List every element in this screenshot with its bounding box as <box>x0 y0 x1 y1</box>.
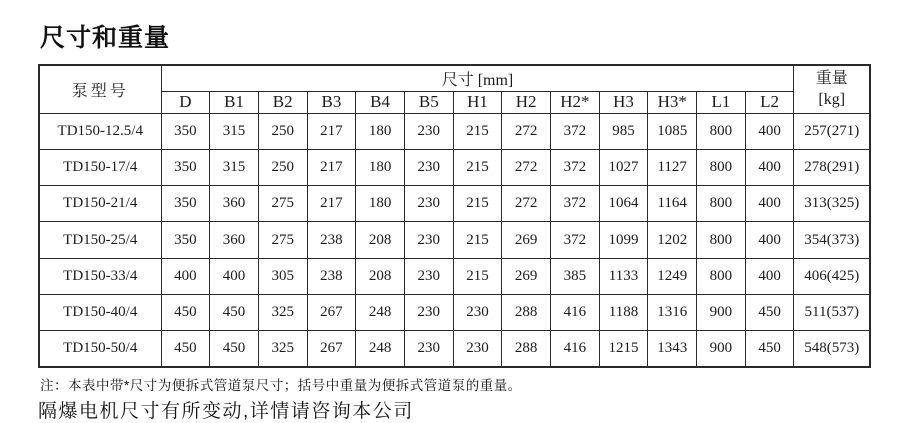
dimension-value-cell: 315 <box>210 149 259 185</box>
dimension-value-cell: 230 <box>404 222 453 258</box>
dimension-value-cell: 350 <box>161 149 210 185</box>
pump-model-cell: TD150-17/4 <box>39 149 161 185</box>
dimension-value-cell: 450 <box>161 331 210 367</box>
dimension-value-cell: 800 <box>697 149 746 185</box>
dimension-value-cell: 900 <box>697 331 746 367</box>
dimension-value-cell: 217 <box>307 113 356 149</box>
dimension-value-cell: 372 <box>551 113 600 149</box>
dimension-value-cell: 288 <box>502 331 551 367</box>
dimension-value-cell: 230 <box>404 186 453 222</box>
table-row <box>39 149 870 185</box>
weight-value-cell: 548(573) <box>794 331 870 367</box>
dimension-column-header: B4 <box>356 91 405 113</box>
dimension-value-cell: 230 <box>404 294 453 330</box>
dimension-value-cell: 230 <box>404 331 453 367</box>
dimension-value-cell: 238 <box>307 258 356 294</box>
footnote-asterisk-explanation: 注：本表中带*尺寸为便拆式管道泵尺寸；括号中重量为便拆式管道泵的重量。 <box>40 378 522 393</box>
dimension-value-cell: 215 <box>453 186 502 222</box>
dimension-value-cell: 400 <box>745 258 794 294</box>
page-title: 尺寸和重量 <box>40 24 171 52</box>
dimension-value-cell: 416 <box>551 331 600 367</box>
dimension-column-header: H2* <box>551 91 600 113</box>
dimension-value-cell: 248 <box>356 294 405 330</box>
dimension-column-header: L1 <box>697 91 746 113</box>
dimension-value-cell: 215 <box>453 222 502 258</box>
dimension-value-cell: 372 <box>551 186 600 222</box>
dimension-value-cell: 215 <box>453 113 502 149</box>
pump-model-cell: TD150-33/4 <box>39 258 161 294</box>
dimension-value-cell: 450 <box>161 294 210 330</box>
dimension-column-header: H2 <box>502 91 551 113</box>
dimension-column-header: H1 <box>453 91 502 113</box>
table-row <box>39 222 870 258</box>
dimension-value-cell: 1316 <box>648 294 697 330</box>
dimension-value-cell: 800 <box>697 113 746 149</box>
dimension-value-cell: 272 <box>502 113 551 149</box>
dimension-value-cell: 1085 <box>648 113 697 149</box>
dimension-value-cell: 800 <box>697 222 746 258</box>
dimension-value-cell: 1202 <box>648 222 697 258</box>
weight-header-line1: 重量 <box>815 69 848 87</box>
dimension-value-cell: 1164 <box>648 186 697 222</box>
dimension-column-header: B3 <box>307 91 356 113</box>
dimension-column-header: D <box>161 91 210 113</box>
header-row-group <box>39 65 870 91</box>
dimension-column-header: B1 <box>210 91 259 113</box>
dimension-value-cell: 230 <box>404 149 453 185</box>
dimension-value-cell: 230 <box>453 331 502 367</box>
dimension-value-cell: 267 <box>307 294 356 330</box>
dimension-value-cell: 275 <box>258 222 307 258</box>
dimension-value-cell: 450 <box>745 294 794 330</box>
dimension-value-cell: 400 <box>745 149 794 185</box>
dimension-value-cell: 1215 <box>599 331 648 367</box>
dimension-value-cell: 350 <box>161 186 210 222</box>
dimension-value-cell: 305 <box>258 258 307 294</box>
dimension-value-cell: 400 <box>210 258 259 294</box>
dimension-value-cell: 1027 <box>599 149 648 185</box>
weight-header-line2: [kg] <box>818 91 846 109</box>
dimension-value-cell: 372 <box>551 222 600 258</box>
dimension-value-cell: 272 <box>502 186 551 222</box>
dimension-column-header: H3* <box>648 91 697 113</box>
pump-model-cell: TD150-40/4 <box>39 294 161 330</box>
dimension-value-cell: 208 <box>356 258 405 294</box>
dimension-value-cell: 800 <box>697 258 746 294</box>
dimension-value-cell: 269 <box>502 258 551 294</box>
dimension-value-cell: 269 <box>502 222 551 258</box>
dimension-value-cell: 450 <box>210 331 259 367</box>
table-header <box>39 65 870 113</box>
dimension-column-header: B5 <box>404 91 453 113</box>
dimension-column-header: B2 <box>258 91 307 113</box>
dimension-value-cell: 1099 <box>599 222 648 258</box>
dimension-value-cell: 400 <box>161 258 210 294</box>
weight-value-cell: 278(291) <box>794 149 870 185</box>
dimension-value-cell: 400 <box>745 186 794 222</box>
weight-header <box>794 65 870 113</box>
dimension-value-cell: 1127 <box>648 149 697 185</box>
header-row-dimension-columns <box>39 91 870 113</box>
dimension-column-header: H3 <box>599 91 648 113</box>
dimension-value-cell: 230 <box>453 294 502 330</box>
dimension-value-cell: 217 <box>307 149 356 185</box>
dimension-value-cell: 230 <box>404 258 453 294</box>
dimension-value-cell: 360 <box>210 186 259 222</box>
weight-value-cell: 257(271) <box>794 113 870 149</box>
dimension-value-cell: 450 <box>210 294 259 330</box>
pump-model-cell: TD150-12.5/4 <box>39 113 161 149</box>
dimension-value-cell: 360 <box>210 222 259 258</box>
dimension-value-cell: 215 <box>453 149 502 185</box>
weight-value-cell: 511(537) <box>794 294 870 330</box>
dimension-value-cell: 416 <box>551 294 600 330</box>
pump-model-cell: TD150-25/4 <box>39 222 161 258</box>
dimension-value-cell: 180 <box>356 186 405 222</box>
dimension-value-cell: 1343 <box>648 331 697 367</box>
dimension-value-cell: 217 <box>307 186 356 222</box>
dimension-value-cell: 385 <box>551 258 600 294</box>
dimension-value-cell: 900 <box>697 294 746 330</box>
pump-model-cell: TD150-50/4 <box>39 331 161 367</box>
dimension-value-cell: 315 <box>210 113 259 149</box>
dimension-value-cell: 400 <box>745 113 794 149</box>
dimension-value-cell: 325 <box>258 294 307 330</box>
footnote-motor-notice: 隔爆电机尺寸有所变动,详情请咨询本公司 <box>38 401 414 422</box>
dimension-value-cell: 800 <box>697 186 746 222</box>
dimension-value-cell: 400 <box>745 222 794 258</box>
dimension-value-cell: 985 <box>599 113 648 149</box>
weight-value-cell: 406(425) <box>794 258 870 294</box>
table-row <box>39 294 870 330</box>
dimensions-group-header: 尺寸 [mm] <box>161 65 794 91</box>
dimension-value-cell: 272 <box>502 149 551 185</box>
weight-value-cell: 313(325) <box>794 186 870 222</box>
dimension-column-header: L2 <box>745 91 794 113</box>
dimension-value-cell: 325 <box>258 331 307 367</box>
dimension-value-cell: 230 <box>404 113 453 149</box>
dimension-value-cell: 1249 <box>648 258 697 294</box>
dimension-value-cell: 180 <box>356 113 405 149</box>
dimension-value-cell: 1188 <box>599 294 648 330</box>
dimension-value-cell: 248 <box>356 331 405 367</box>
dimension-value-cell: 275 <box>258 186 307 222</box>
pump-model-cell: TD150-21/4 <box>39 186 161 222</box>
dimension-value-cell: 215 <box>453 258 502 294</box>
weight-value-cell: 354(373) <box>794 222 870 258</box>
dimension-value-cell: 1064 <box>599 186 648 222</box>
table-body <box>39 113 870 367</box>
dimension-value-cell: 180 <box>356 149 405 185</box>
dimension-value-cell: 238 <box>307 222 356 258</box>
table-row <box>39 113 870 149</box>
dimension-value-cell: 250 <box>258 149 307 185</box>
dimension-value-cell: 350 <box>161 222 210 258</box>
dimension-value-cell: 250 <box>258 113 307 149</box>
table-row <box>39 258 870 294</box>
dimension-value-cell: 208 <box>356 222 405 258</box>
dimension-value-cell: 288 <box>502 294 551 330</box>
dimension-value-cell: 372 <box>551 149 600 185</box>
dimension-value-cell: 1133 <box>599 258 648 294</box>
dimensions-weight-table <box>38 64 871 368</box>
table-row <box>39 186 870 222</box>
table-row <box>39 331 870 367</box>
dimension-value-cell: 450 <box>745 331 794 367</box>
pump-model-header: 泵型号 <box>39 65 161 113</box>
dimension-value-cell: 267 <box>307 331 356 367</box>
dimension-value-cell: 350 <box>161 113 210 149</box>
